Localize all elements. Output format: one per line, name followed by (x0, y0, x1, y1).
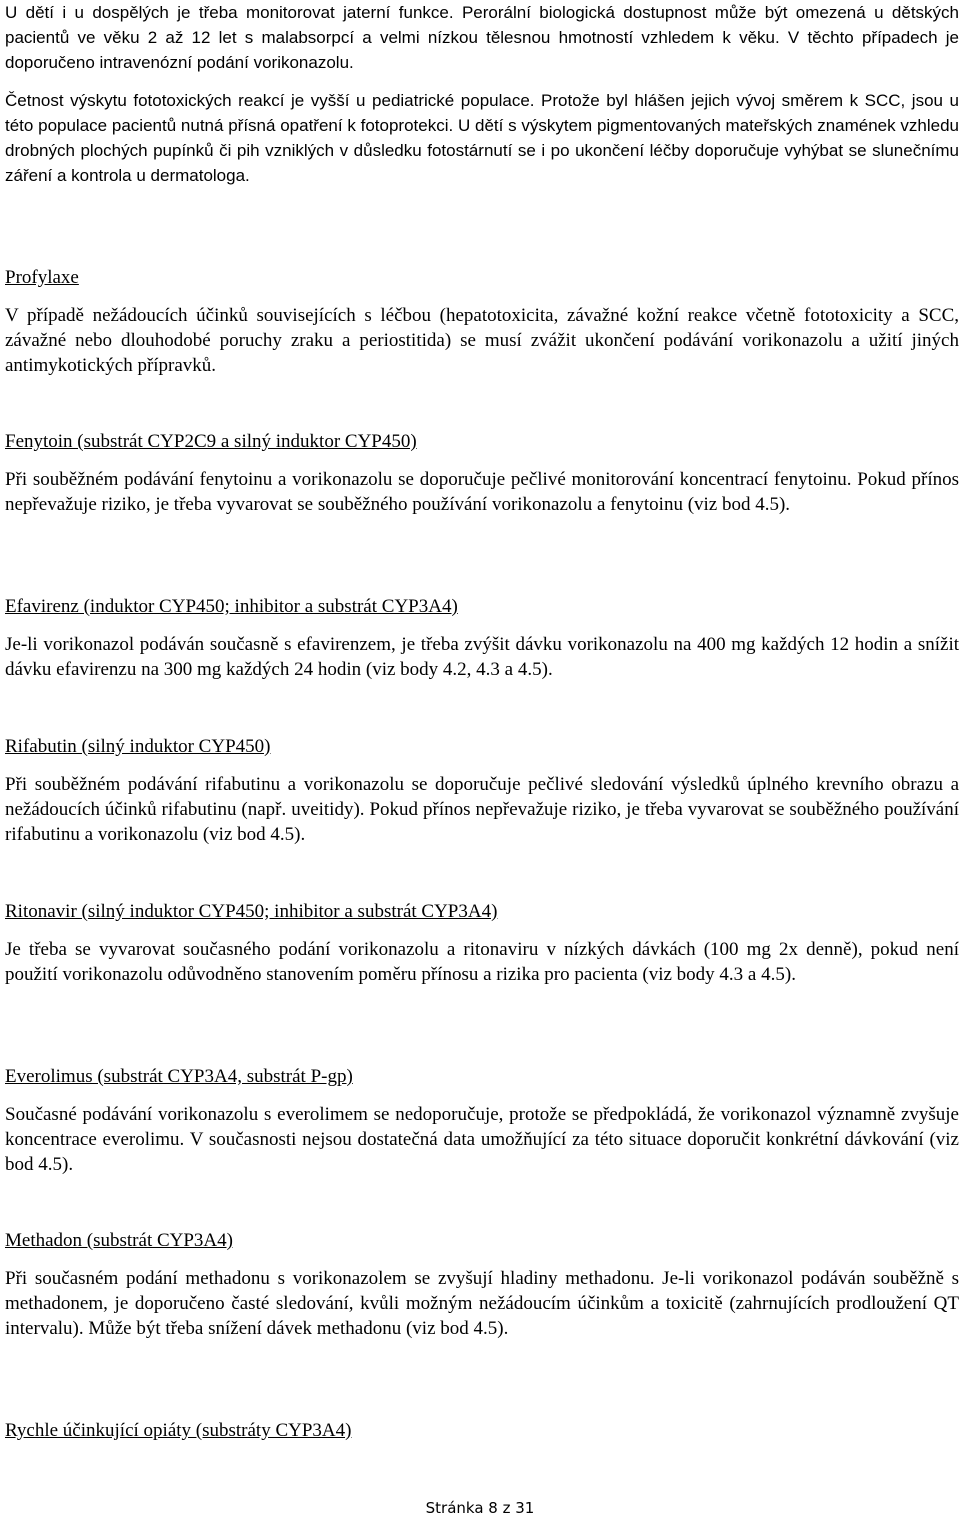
section-heading-efavirenz: Efavirenz (induktor CYP450; inhibitor a substrát CYP3A4) (5, 596, 458, 617)
page-number-footer: Stránka 8 z 31 (425, 1499, 535, 1517)
section-heading-fenytoin: Fenytoin (substrát CYP2C9 a silný induktor CYP450) (5, 431, 417, 452)
section-text-fenytoin: Při souběžném podávání fenytoinu a vorikonazolu se doporučuje pečlivé monitorování koncentrací fenytoinu. Pokud přínos nepřevažuje riziko, je třeba vyvarovat se souběžného používání vorikonazolu a fenytoinu (viz bod 4.5). (5, 469, 959, 515)
section-heading-rifabutin: Rifabutin (silný induktor CYP450) (5, 736, 271, 757)
intro-paragraph-1: U dětí i u dospělých je třeba monitorovat jaterní funkce. Perorální biologická dostupnost může být omezená u dětských pacientů ve věku 2 až 12 let s malabsorpcí a velmi nízkou tělesnou hmotností vzhledem k věku. V těchto případech je doporučeno intravenózní podání vorikonazolu. (5, 3, 959, 72)
section-heading-profylaxe: Profylaxe (5, 267, 79, 288)
section-text-methadon: Při současném podání methadonu s vorikonazolem se zvyšují hladiny methadonu. Je-li vorikonazol podáván souběžně s methadonem, je doporučeno časté sledování, kvůli možným nežádoucím účinkům a toxicitě (zahrnujících prodloužení QT intervalu). Může být třeba snížení dávek methadonu (viz bod 4.5). (5, 1268, 959, 1339)
section-heading-everolimus: Everolimus (substrát CYP3A4, substrát P-gp) (5, 1066, 353, 1087)
section-heading-opiaty: Rychle účinkující opiáty (substráty CYP3A4) (5, 1420, 352, 1441)
section-heading-methadon: Methadon (substrát CYP3A4) (5, 1230, 233, 1251)
section-text-profylaxe: V případě nežádoucích účinků souvisejících s léčbou (hepatotoxicita, závažné kožní reakce včetně fototoxicity a SCC, závažné nebo dlouhodobé poruchy zraku a periostitida) se musí zvážit ukončení podávání vorikonazolu a užití jiných antimykotických přípravků. (5, 305, 959, 376)
section-text-ritonavir: Je třeba se vyvarovat současného podání vorikonazolu a ritonaviru v nízkých dávkách (100 mg 2x denně), pokud není použití vorikonazolu odůvodněno stanovením poměru přínosu a rizika pro pacienta (viz body 4.3 a 4.5). (5, 939, 959, 985)
section-text-efavirenz: Je-li vorikonazol podáván současně s efavirenzem, je třeba zvýšit dávku vorikonazolu na 400 mg každých 12 hodin a snížit dávku efavirenzu na 300 mg každých 24 hodin (viz body 4.2, 4.3 a 4.5). (5, 634, 959, 680)
section-heading-ritonavir: Ritonavir (silný induktor CYP450; inhibitor a substrát CYP3A4) (5, 901, 498, 922)
section-text-everolimus: Současné podávání vorikonazolu s everolimem se nedoporučuje, protože se předpokládá, že vorikonazol významně zvyšuje koncentrace everolimu. V současnosti nejsou dostatečná data umožňující za této situace doporučit konkrétní dávkování (viz bod 4.5). (5, 1104, 959, 1175)
section-text-rifabutin: Při souběžném podávání rifabutinu a vorikonazolu se doporučuje pečlivé sledování výsledků úplného krevního obrazu a nežádoucích účinků rifabutinu (např. uveitidy). Pokud přínos nepřevažuje riziko, je třeba vyvarovat se souběžného používání rifabutinu a vorikonazolu (viz bod 4.5). (5, 774, 959, 845)
intro-paragraph-2: Četnost výskytu fototoxických reakcí je vyšší u pediatrické populace. Protože byl hlášen jejich vývoj směrem k SCC, jsou u této populace pacientů nutná přísná opatření k fotoprotekci. U dětí s výskytem pigmentovaných mateřských znamének vzhledu drobných plochých pupínků či pih vzniklých v důsledku fotostárnutí se i po ukončení léčby doporučuje vyhýbat se slunečnímu záření a kontrola u dermatologa. (5, 91, 959, 185)
